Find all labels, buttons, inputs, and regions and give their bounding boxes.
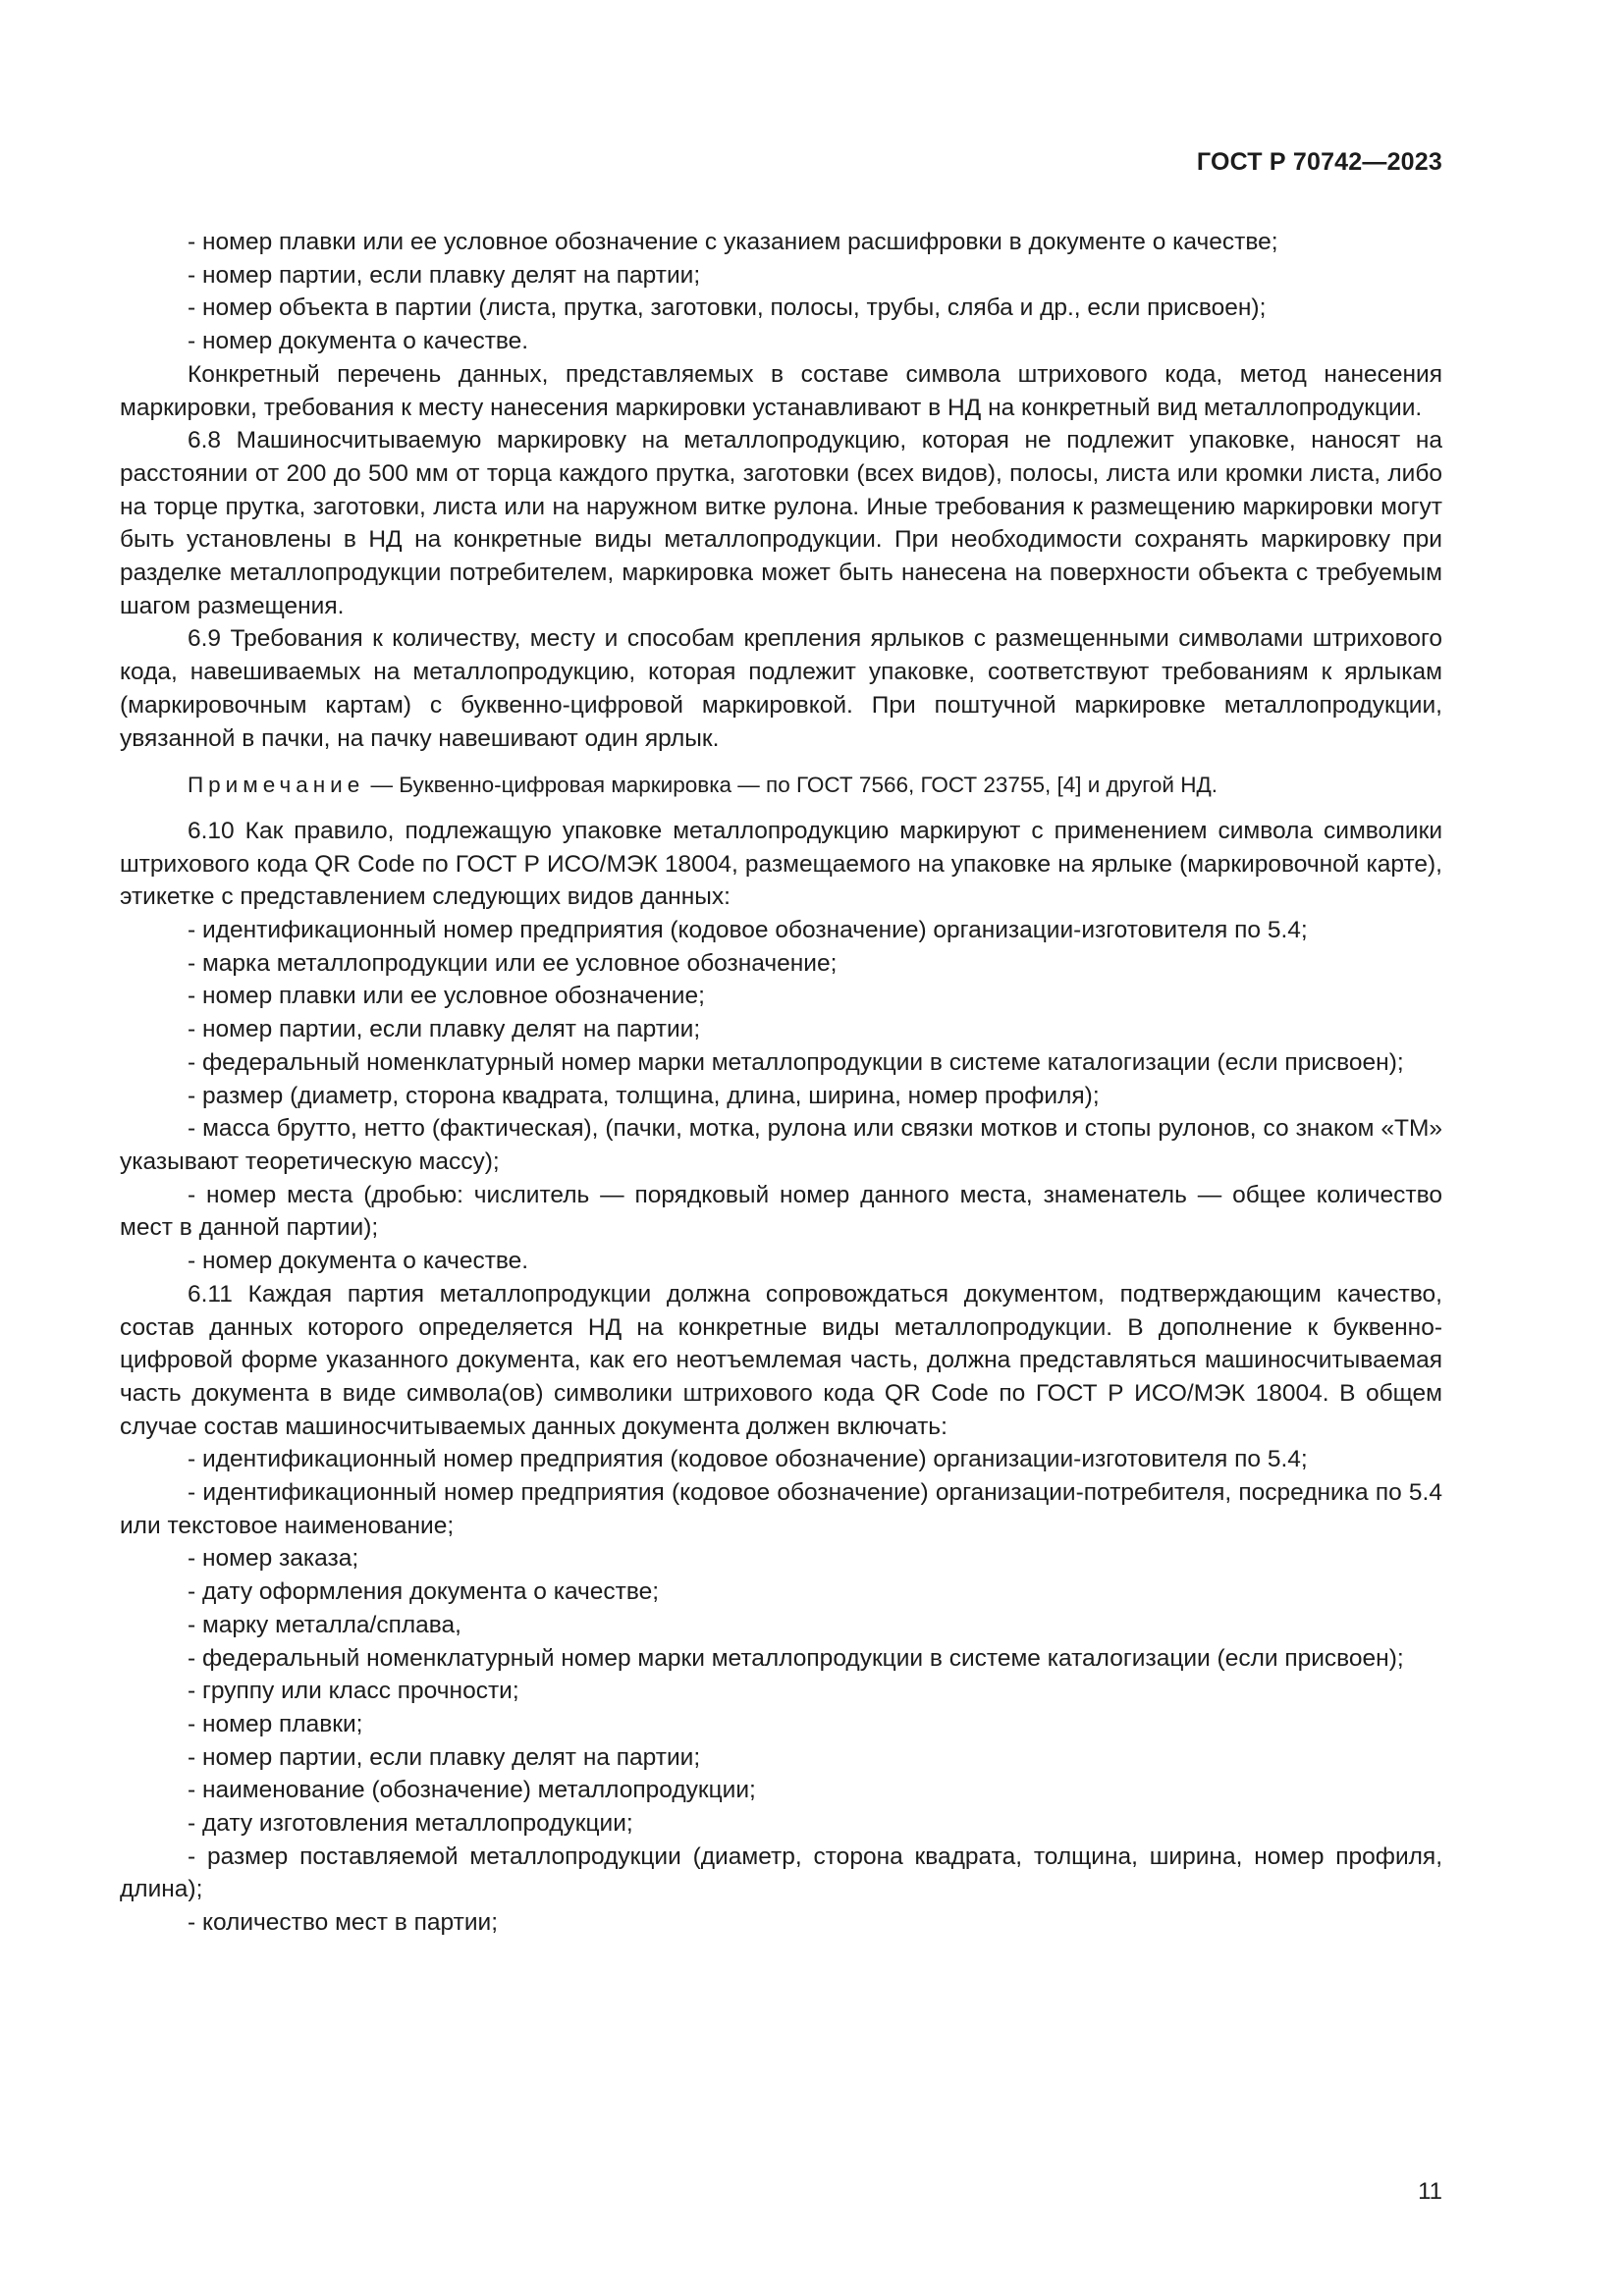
note-label: Примечание [188,773,365,798]
list-item: - номер партии, если плавку делят на партии; [188,1743,701,1771]
list-item: - группу или класс прочности; [188,1678,519,1705]
page-number: 11 [1418,2178,1442,2205]
list-item: - федеральный номенклатурный номер марки металлопродукции в системе каталогизации (если присвоен); [188,1644,1404,1672]
list-item: - размер (диаметр, сторона квадрата, толщина, длина, ширина, номер профиля); [188,1082,1100,1109]
list-item: - номер партии, если плавку делят на партии; [188,1016,701,1043]
document-code-header: ГОСТ Р 70742—2023 [1196,148,1442,176]
list-item: - дату изготовления металлопродукции; [188,1810,633,1838]
list-item: - номер заказа; [188,1545,359,1573]
list-item: - дату оформления документа о качестве; [188,1578,660,1606]
list-item: - размер поставляемой металлопродукции (диаметр, сторона квадрата, толщина, ширина, номер профиля, длина); [120,1842,1442,1903]
list-item: - номер документа о качестве. [188,1248,529,1275]
list-item: - масса брутто, нетто (фактическая), (пачки, мотка, рулона или связки мотков и стопы рулонов, со знаком «ТМ» указывают теоретическую массу); [120,1115,1442,1175]
list-item: - федеральный номенклатурный номер марки металлопродукции в системе каталогизации (если присвоен); [188,1048,1404,1076]
list-item: - марку металла/сплава, [188,1611,461,1638]
clause-6-9: 6.9 Требования к количеству, месту и способам крепления ярлыков с размещенными символами штрихового кода, навешиваемых на металлопродукцию, которая подлежит упаковке, соответствуют требованиям к ярлыкам (маркировочным картам) с буквенно-цифровой маркировкой. При поштучной маркировке металлопродукции, увязанной в пачки, на пачку навешивают один ярлык. [120,625,1442,752]
document-body [120,226,1442,1940]
paragraph: - номер партии, если плавку делят на партии; [188,261,701,289]
note [120,769,1442,802]
list-item: - идентификационный номер предприятия (кодовое обозначение) организации-потребителя, посредника по 5.4 или текстовое наименование; [120,1479,1442,1539]
clause-6-8: 6.8 Машиносчитываемую маркировку на металлопродукцию, которая не подлежит упаковке, наносят на расстоянии от 200 до 500 мм от торца каждого прутка, заготовки (всех видов), полосы, листа или кромки листа, либо на торце прутка, заготовки, листа или на наружном витке рулона. Иные требования к размещению маркировки могут быть установлены в НД на конкретные виды металлопродукции. При необходимости сохранять маркировку при разделке металлопродукции потребителем, маркировка может быть нанесена на поверхности объекта с требуемым шагом размещения. [120,427,1442,619]
list-item: - количество мест в партии; [188,1909,499,1937]
clause-6-10: 6.10 Как правило, подлежащую упаковке металлопродукцию маркируют с применением символа символики штрихового кода QR Code по ГОСТ Р ИСО/МЭК 18004, размещаемого на упаковке на ярлыке (маркировочной карте), этикетке с представлением следующих видов данных: [120,817,1442,911]
list-item: - номер места (дробью: числитель — порядковый номер данного места, знаменатель — общее количество мест в данной партии); [120,1181,1442,1242]
list-item: - номер плавки или ее условное обозначение; [188,983,705,1010]
paragraph: - номер объекта в партии (листа, прутка, заготовки, полосы, трубы, сляба и др., если присвоен); [188,294,1267,322]
clause-6-11: 6.11 Каждая партия металлопродукции должна сопровождаться документом, подтверждающим качество, состав данных которого определяется НД на конкретные виды металлопродукции. В дополнение к буквенно-цифровой форме указанного документа, как его неотъемлемая часть, должна представляться машиносчитываемая часть документа в виде символа(ов) символики штрихового кода QR Code по ГОСТ Р ИСО/МЭК 18004. В общем случае состав машиносчитываемых данных документа должен включать: [120,1280,1442,1440]
paragraph: - номер плавки или ее условное обозначение с указанием расшифровки в документе о качестве; [188,229,1278,255]
list-item: - идентификационный номер предприятия (кодовое обозначение) организации-изготовителя по 5.4; [188,917,1308,944]
list-item: - номер плавки; [188,1710,363,1737]
list-item: - наименование (обозначение) металлопродукции; [188,1777,756,1804]
paragraph: Конкретный перечень данных, представляемых в составе символа штрихового кода, метод нанесения маркировки, требования к месту нанесения маркировки устанавливают в НД на конкретный вид металлопродукции. [120,360,1442,421]
list-item: - марка металлопродукции или ее условное обозначение; [188,949,838,977]
note-text: — Буквенно-цифровая маркировка — по ГОСТ 7566, ГОСТ 23755, [4] и другой НД. [364,773,1218,798]
paragraph: - номер документа о качестве. [188,328,529,355]
list-item: - идентификационный номер предприятия (кодовое обозначение) организации-изготовителя по 5.4; [188,1446,1308,1473]
